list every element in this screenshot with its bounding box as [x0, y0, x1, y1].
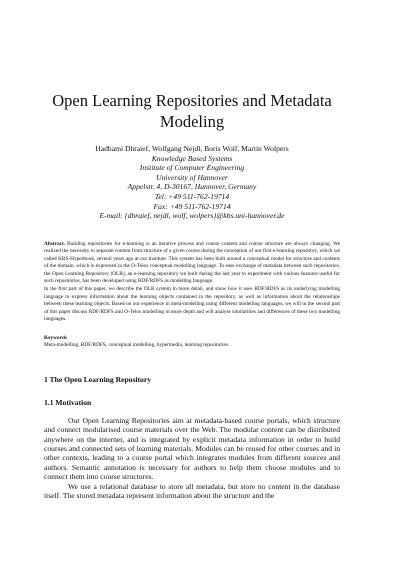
abstract-paragraph — [44, 241, 340, 286]
subsection-heading: 1.1 Motivation — [44, 397, 92, 407]
affiliation-fax: Fax: +49 511-762-19714 — [153, 201, 231, 211]
body-paragraph: Our Open Learning Repositories aim at metadata-based course portals, which structure and connect modularised course materials over the Web. The modular content can be distributed anywhere on the internet, and is integrated by explicit metadata information in order to build courses and connected sets of learning materials. Modules can be reused for other courses and in other contexts, leading to a course portal which integrates modules from different sources and authors. Semantic annotation is necessary for authors to help them choose modules and to connect them into course structures. — [44, 415, 340, 482]
body-paragraph: We use a relational database to store all metadata, but store no content in the database itself. The stored metadata represent information about the structure and the — [44, 481, 340, 501]
keywords-text: Meta-modelling, RDF/RDFS, conceptual modelling, hypermedia, learning repositories. — [44, 341, 230, 348]
author-block — [44, 144, 340, 221]
body-text — [44, 416, 340, 501]
keywords-heading: Keywords — [44, 334, 67, 341]
affiliation-line: University of Hannover — [156, 172, 228, 182]
title-line-1: Open Learning Repositories and Metadata — [52, 91, 332, 110]
abstract-text: Building repositories for e-learning is an iterative process and course content and course structure are always changing. We realized the necessity to separate content from structure of a given course during the conception of our first e-learning repository, which we called KBS-Hyperbook, several years ago at our institute. This system has been built around a conceptual model for structure and contents of the domain, which is expressed in the O-Telos conceptual modelling language. To ease exchange of metadata between such repositories, the Open Learning Repository (OLR), an e-learning repository we built during the last year to experiment with various features useful for such repositories, has been developed using RDF/RDFS as modelling language. — [44, 240, 340, 285]
abstract-label: Abstract. — [44, 240, 66, 247]
affiliation-phone: Tel: +49 511-762-19714 — [154, 191, 230, 201]
affiliation-line: Knowledge Based Systems — [151, 153, 233, 163]
affiliation-email: E-mail: {dhraief, nejdl, wolf, wolpers}@kbs.uni-hannover.de — [99, 211, 285, 221]
affiliation-line: Institute of Computer Engineering — [139, 163, 245, 173]
abstract-section — [44, 241, 340, 324]
abstract-paragraph: In the first part of this paper, we describe the OLR system in more detail, and show how it uses RDF/RDFS as its underlying modelling language to express information about the learning objects contained in the repository, as well as information about the relationships between these learning objects. Based on our experience in meta-modelling using different modelling languages, we will in the second part of this paper discuss RDF/RDFS and O-Telos modelling in more depth and will analyse similarities and differences of these two modelling languages. — [44, 286, 340, 323]
title-line-2: Modeling — [159, 112, 225, 131]
affiliation-line: Appelstr. 4, D-30167, Hannover, Germany — [127, 182, 257, 192]
section-heading: 1 The Open Learning Repository — [44, 374, 152, 384]
paper-title — [44, 0, 340, 132]
author-names: Hadhami Dhraief, Wolfgang Nejdl, Boris Wolf, Martin Wolpers — [95, 144, 289, 153]
